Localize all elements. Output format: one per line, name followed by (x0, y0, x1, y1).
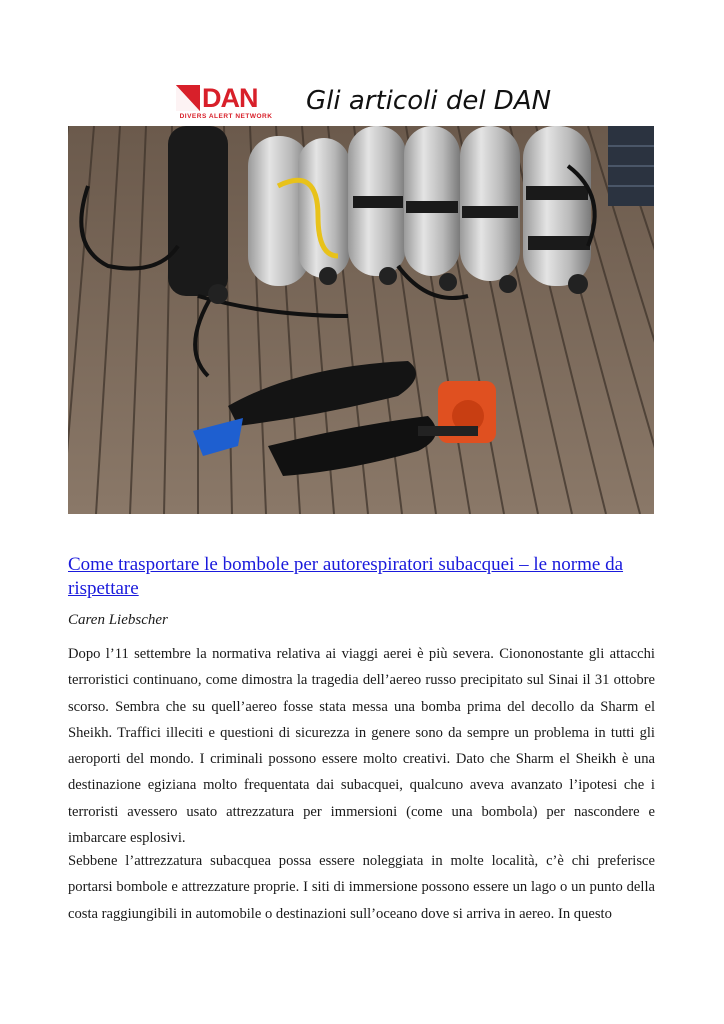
article-author: Caren Liebscher (68, 612, 168, 628)
logo-text: DAN (202, 83, 258, 113)
dan-logo (176, 85, 276, 121)
article-photo (68, 126, 654, 514)
page-header (0, 80, 724, 126)
site-title: Gli articoli del DAN (306, 86, 552, 116)
article-paragraph: Dopo l’11 settembre la normativa relativa ai viaggi aerei è più severa. Ciononostante gli attacchi terroristici continuano, come dimostra la tragedia dell’aereo russo precipitato sul Sinai il 31 ottobre scorso. Sembra che su quell’aereo fosse stata messa una bomba prima del decollo da Sharm el Sheikh. Traffici illeciti e questioni di sicurezza in genere sono da sempre un problema in tutti gli aeroporti del mondo. I criminali possono essere molto creativi. Dato che Sharm el Sheikh è una destinazione egiziana molto frequentata dai subacquei, qualcuno aveva avanzato l’ipotesi che i terroristi avessero usato attrezzatura per immersioni (come una bombola) per nascondere e imbarcare esplosivi. (68, 646, 655, 847)
logo-subtext: DIVERS ALERT NETWORK (179, 113, 273, 120)
article-title-link[interactable]: Come trasportare le bombole per autorespiratori subacquei – le norme da rispettare (68, 554, 624, 599)
article-paragraph: Sebbene l’attrezzatura subacquea possa essere noleggiata in molte località, c’è chi preferisce portarsi bombole e attrezzature proprie. I siti di immersione possono essere un lago o un punto della costa raggiungibili in automobile o destinazioni sull’oceano dove si arriva in aereo. In questo (68, 853, 655, 922)
scuba-gear-photo (68, 126, 654, 514)
